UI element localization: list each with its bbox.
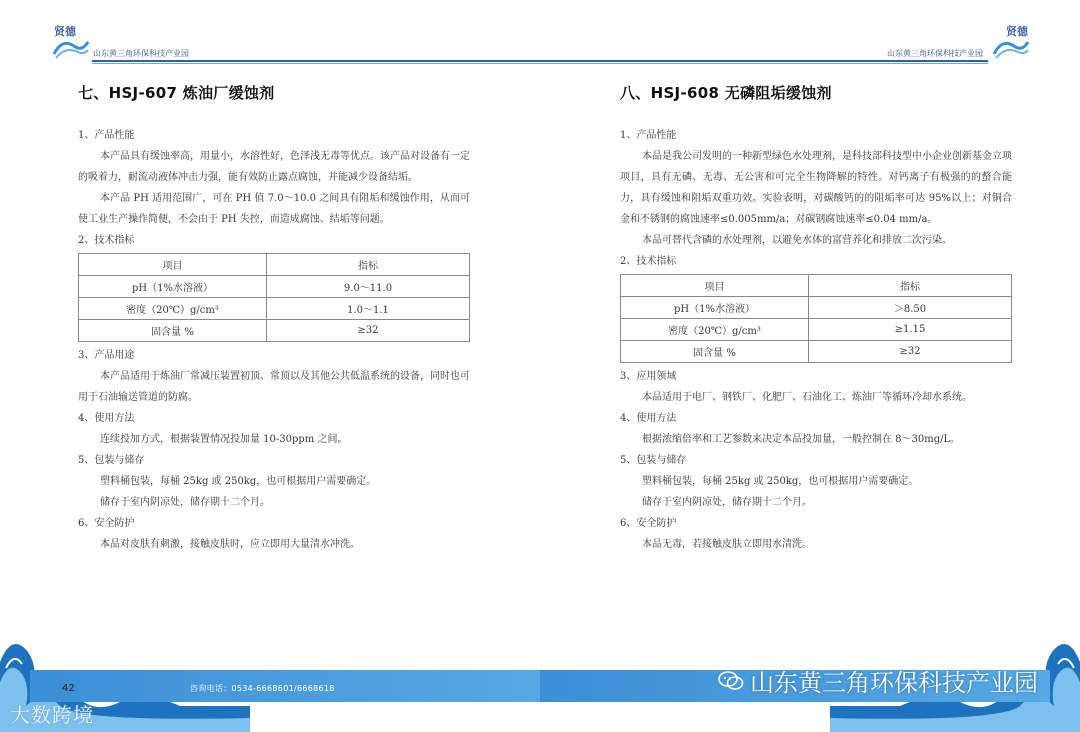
body-text: 塑料桶包装，每桶 25kg 或 250kg，也可根据用户需要确定。	[100, 476, 377, 487]
heading-performance: 1、产品性能	[620, 130, 677, 141]
left-content	[78, 82, 470, 555]
company-name: 山东黄三角环保科技产业园	[887, 49, 983, 58]
heading-packaging: 5、包装与储存	[620, 455, 687, 466]
table-row	[621, 297, 1012, 319]
table-cell: 固含量 %	[79, 320, 267, 342]
spec-table	[620, 274, 1012, 363]
column-header: 项目	[79, 254, 267, 276]
table-cell: 密度（20℃）g/cm³	[621, 319, 809, 341]
heading-safety: 6、安全防护	[78, 518, 135, 529]
section-title: 七、HSJ-607 炼油厂缓蚀剂	[78, 84, 275, 102]
heading-method: 4、使用方法	[78, 413, 135, 424]
right-content	[620, 82, 1012, 555]
table-row	[79, 276, 470, 298]
table-header-row	[79, 254, 470, 276]
body-text: 本品对皮肤有刺激，接触皮肤时，应立即用大量清水冲洗。	[100, 539, 360, 550]
heading-safety: 6、安全防护	[620, 518, 677, 529]
heading-specs: 2、技术指标	[620, 256, 677, 267]
right-page	[540, 0, 1080, 732]
paragraph: 本品可替代含磷的水处理剂，以避免水体的富营养化和排放二次污染。	[642, 235, 952, 246]
table-row	[621, 319, 1012, 341]
watermark-right	[718, 663, 1038, 698]
section-title: 八、HSJ-608 无磷阻垢缓蚀剂	[620, 84, 832, 102]
body-text: 连续投加方式，根据装置情况投加量 10-30ppm 之间。	[100, 434, 348, 445]
column-header: 项目	[621, 275, 809, 297]
watermark-right-text: 山东黄三角环保科技产业园	[750, 669, 1038, 697]
paragraph: 本品是我公司发明的一种新型绿色水处理剂，是科技部科技型中小企业创新基金立项项目，具有无磷、无毒、无公害和可完全生物降解的特性。对钙离子有极强的的螯合能力，具有缓蚀和阻垢双重功效。实验表明，对碳酸钙的的阻垢率可达 95%以上；对铜合金和不锈钢的腐蚀速率≤0.005mm/a；对碳钢腐蚀速率≤0.04 mm/a。	[620, 151, 1012, 225]
table-cell: ≥32	[809, 341, 1012, 363]
body-text: 本品无毒，若接触皮肤立即用水清洗。	[642, 539, 812, 550]
brand-name: 贤德	[54, 25, 76, 38]
column-header: 指标	[809, 275, 1012, 297]
heading-usage: 3、产品用途	[78, 350, 135, 361]
heading-application: 3、应用领域	[620, 371, 677, 382]
table-cell: pH（1%水溶液）	[621, 297, 809, 319]
table-row	[621, 341, 1012, 363]
table-row	[79, 320, 470, 342]
heading-performance: 1、产品性能	[78, 130, 135, 141]
table-cell: ≥1.15	[809, 319, 1012, 341]
heading-method: 4、使用方法	[620, 413, 677, 424]
header-rule-thin	[540, 63, 988, 64]
body-text: 本品适用于电厂、钢铁厂、化肥厂、石油化工、炼油厂等循环冷却水系统。	[642, 392, 972, 403]
table-cell: 1.0～1.1	[267, 298, 470, 320]
column-header: 指标	[267, 254, 470, 276]
company-name: 山东黄三角环保科技产业园	[93, 49, 189, 58]
table-cell: 固含量 %	[621, 341, 809, 363]
table-cell: 9.0～11.0	[267, 276, 470, 298]
paragraph: 本产品 PH 适用范围广，可在 PH 值 7.0～10.0 之间具有阻垢和缓蚀作用，从而可使工业生产操作简便，不会由于 PH 失控，而造成腐蚀、结垢等问题。	[78, 193, 470, 225]
table-header-row	[621, 275, 1012, 297]
paragraph: 本产品具有缓蚀率高，用量小，水溶性好，色泽浅无毒等优点。该产品对设备有一定的吸着力，耐流动液体冲击力强，能有效防止露点腐蚀，并能减少设备结垢。	[78, 151, 470, 183]
consult-phone: 咨询电话：0534-6668601/6668618	[190, 684, 335, 693]
table-cell: ≥32	[267, 320, 470, 342]
table-cell: pH（1%水溶液）	[79, 276, 267, 298]
spec-table	[78, 253, 470, 342]
header-rule	[540, 60, 988, 62]
header-rule	[92, 60, 540, 62]
wechat-icon	[718, 670, 744, 692]
table-cell: 密度（20℃）g/cm³	[79, 298, 267, 320]
watermark-left: 大数跨境	[10, 703, 94, 727]
heading-packaging: 5、包装与储存	[78, 455, 145, 466]
body-text: 根据浓缩倍率和工艺参数来决定本品投加量，一般控制在 8～30mg/L。	[642, 434, 961, 445]
table-row	[79, 298, 470, 320]
body-text: 塑料桶包装，每桶 25kg 或 250kg，也可根据用户需要确定。	[642, 476, 919, 487]
page-header	[540, 18, 1080, 68]
body-text: 储存于室内阴凉处，储存期十二个月。	[642, 497, 812, 508]
paragraph: 本产品适用于炼油厂常减压装置初顶、常顶以及其他公共低温系统的设备，同时也可用于石油输送管道的防腐。	[78, 371, 470, 403]
page-number: 42	[62, 683, 75, 694]
body-text: 储存于室内阴凉处，储存期十二个月。	[100, 497, 270, 508]
brand-name: 贤德	[1006, 25, 1028, 38]
heading-specs: 2、技术指标	[78, 235, 135, 246]
page-header	[0, 18, 540, 68]
header-rule-thin	[92, 63, 540, 64]
table-cell: ＞8.50	[809, 297, 1012, 319]
